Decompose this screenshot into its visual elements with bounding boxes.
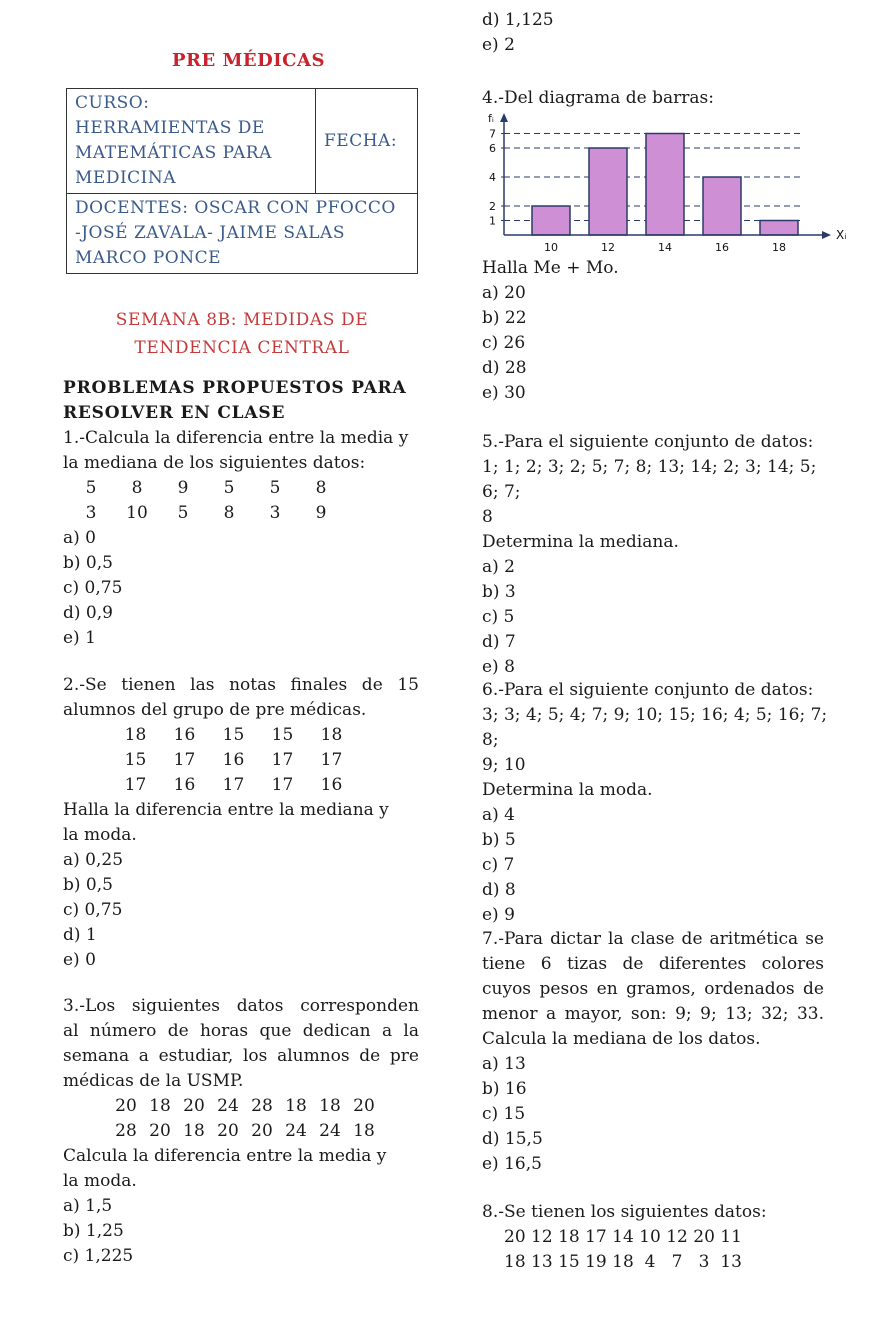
q3-data-row <box>109 1094 419 1119</box>
page-title: PRE MÉDICAS <box>172 50 325 71</box>
course-name-line: MEDICINA <box>75 168 177 188</box>
y-axis-arrow-icon <box>500 113 508 122</box>
data-value: 8 <box>315 478 327 498</box>
q4-question: Halla Me + Mo. <box>482 258 619 278</box>
q5-statement: 5.-Para el siguiente conjunto de datos: <box>482 432 814 452</box>
q2-statement: 2.-Se tienen las notas finales de 15 <box>63 675 419 695</box>
q3-statement: 3.-Los siguientes datos corresponden <box>63 996 419 1016</box>
answer-option: b) 22 <box>482 308 527 328</box>
section-title <box>63 376 423 426</box>
q2-data-row <box>111 773 419 798</box>
y-tick-label: 2 <box>489 200 496 213</box>
q7-statement: menor a mayor, son: 9; 9; 13; 32; 33. <box>482 1004 824 1024</box>
q6-question: Determina la moda. <box>482 780 653 800</box>
answer-option: b) 5 <box>482 830 516 850</box>
teachers-line: DOCENTES: OSCAR CON PFOCCO <box>75 198 396 218</box>
q3-data-row <box>109 1119 419 1144</box>
question-8 <box>482 1200 832 1275</box>
q2-question: Halla la diferencia entre la mediana y <box>63 800 389 820</box>
answer-option: d) 7 <box>482 632 516 652</box>
q3-statement: semana a estudiar, los alumnos de pre <box>63 1046 419 1066</box>
data-value: 28 <box>115 1121 137 1141</box>
data-value: 17 <box>173 750 196 770</box>
answer-option: e) 9 <box>482 905 515 925</box>
date-label: FECHA: <box>324 130 398 151</box>
x-tick-label: 14 <box>658 241 672 254</box>
q2-data-row <box>111 748 419 773</box>
data-value: 24 <box>217 1096 239 1116</box>
answer-option: c) 7 <box>482 855 515 875</box>
bar <box>703 177 741 235</box>
q3-question: la moda. <box>63 1171 137 1191</box>
data-value: 3 <box>85 503 97 523</box>
data-value: 17 <box>271 775 294 795</box>
data-value: 16 <box>173 775 196 795</box>
data-value: 18 <box>320 725 343 745</box>
data-value: 18 <box>319 1096 341 1116</box>
bar <box>760 221 798 236</box>
answer-option: a) 4 <box>482 805 515 825</box>
answer-option: b) 0,5 <box>63 553 113 573</box>
data-value: 20 <box>115 1096 137 1116</box>
data-value: 18 <box>124 725 147 745</box>
q3-options-continued <box>482 8 554 58</box>
data-value: 24 <box>285 1121 307 1141</box>
answer-option: d) 15,5 <box>482 1129 543 1149</box>
data-value: 18 <box>353 1121 375 1141</box>
q3-statement: médicas de la USMP. <box>63 1071 244 1091</box>
x-tick-label: 16 <box>715 241 729 254</box>
q5-statement: 8 <box>482 507 493 527</box>
answer-option: a) 0 <box>63 528 96 548</box>
q4-statement: 4.-Del diagrama de barras: <box>482 88 714 108</box>
data-value: 15 <box>124 750 147 770</box>
data-value: 15 <box>271 725 294 745</box>
q2-question: la moda. <box>63 825 137 845</box>
q7-statement: cuyos pesos en gramos, ordenados de <box>482 979 824 999</box>
q5-statement: 1; 1; 2; 3; 2; 5; 7; 8; 13; 14; 2; 3; 14; 5; 6; 7; <box>482 457 817 502</box>
q8-statement: 8.-Se tienen los siguientes datos: <box>482 1202 767 1222</box>
data-value: 17 <box>320 750 343 770</box>
data-value: 17 <box>222 775 245 795</box>
data-value: 16 <box>173 725 196 745</box>
q5-question: Determina la mediana. <box>482 532 679 552</box>
answer-option: d) 1,125 <box>482 10 554 30</box>
date-cell <box>316 89 418 194</box>
answer-option: b) 16 <box>482 1079 527 1099</box>
bar-chart <box>460 108 850 258</box>
q8-data-row: 18 13 15 19 18 4 7 3 13 <box>504 1252 742 1272</box>
answer-option: c) 0,75 <box>63 578 123 598</box>
data-value: 5 <box>177 503 189 523</box>
answer-option: c) 1,225 <box>63 1246 134 1266</box>
x-tick-label: 18 <box>772 241 786 254</box>
answer-option: e) 2 <box>482 35 515 55</box>
question-7 <box>482 927 824 1177</box>
course-info-table <box>66 88 418 274</box>
answer-option: c) 5 <box>482 607 515 627</box>
q3-question: Calcula la diferencia entre la media y <box>63 1146 387 1166</box>
q1-statement: 1.-Calcula la diferencia entre la media y <box>63 428 409 448</box>
q6-statement: 6.-Para el siguiente conjunto de datos: <box>482 680 814 700</box>
week-title <box>66 308 418 361</box>
teachers-line: MARCO PONCE <box>75 248 221 268</box>
data-value: 16 <box>320 775 343 795</box>
answer-option: a) 13 <box>482 1054 526 1074</box>
week-title-line: TENDENCIA CENTRAL <box>134 338 350 358</box>
answer-option: c) 15 <box>482 1104 526 1124</box>
q6-statement: 3; 3; 4; 5; 4; 7; 9; 10; 15; 16; 4; 5; 16; 7; 8; <box>482 705 828 750</box>
answer-option: e) 0 <box>63 950 96 970</box>
q6-statement: 9; 10 <box>482 755 526 775</box>
answer-option: a) 0,25 <box>63 850 124 870</box>
answer-option: e) 8 <box>482 657 515 677</box>
question-5 <box>482 430 832 680</box>
bar <box>646 134 684 236</box>
data-value: 3 <box>269 503 281 523</box>
data-value: 10 <box>126 503 148 523</box>
q1-statement: la mediana de los siguientes datos: <box>63 453 366 473</box>
y-tick-label: 7 <box>489 127 496 141</box>
q2-data-row <box>111 723 419 748</box>
question-4 <box>482 256 619 406</box>
data-value: 8 <box>131 478 143 498</box>
y-tick-label: 6 <box>489 142 496 155</box>
x-axis-arrow-icon <box>822 231 831 239</box>
answer-option: a) 20 <box>482 283 526 303</box>
x-tick-label: 12 <box>601 241 615 254</box>
answer-option: e) 16,5 <box>482 1154 542 1174</box>
data-value: 20 <box>217 1121 239 1141</box>
bar <box>589 148 627 235</box>
q1-data-row <box>68 501 423 526</box>
answer-option: d) 28 <box>482 358 527 378</box>
data-value: 20 <box>251 1121 273 1141</box>
data-value: 5 <box>269 478 281 498</box>
teachers-line: -JOSÉ ZAVALA- JAIME SALAS <box>75 223 345 243</box>
data-value: 8 <box>223 503 235 523</box>
q8-data-row: 20 12 18 17 14 10 12 20 11 <box>504 1227 742 1247</box>
question-2 <box>63 673 419 973</box>
x-tick-label: 10 <box>544 241 558 254</box>
data-value: 9 <box>315 503 327 523</box>
q7-statement: Calcula la mediana de los datos. <box>482 1029 761 1049</box>
data-value: 15 <box>222 725 245 745</box>
q3-statement: al número de horas que dedican a la <box>63 1021 419 1041</box>
question-6 <box>482 678 832 928</box>
data-value: 9 <box>177 478 189 498</box>
question-1 <box>63 426 423 651</box>
question-3 <box>63 994 419 1269</box>
week-title-line: SEMANA 8B: MEDIDAS DE <box>115 310 369 330</box>
y-axis-label: fᵢ <box>488 112 494 125</box>
section-title-line: RESOLVER EN CLASE <box>63 403 286 423</box>
data-value: 18 <box>285 1096 307 1116</box>
answer-option: e) 30 <box>482 383 526 403</box>
data-value: 17 <box>124 775 147 795</box>
q1-data-row <box>68 476 423 501</box>
teachers-cell <box>67 194 418 274</box>
data-value: 17 <box>271 750 294 770</box>
data-value: 20 <box>149 1121 171 1141</box>
answer-option: d) 1 <box>63 925 97 945</box>
q7-statement: tiene 6 tizas de diferentes colores <box>482 954 824 974</box>
course-name-line: MATEMÁTICAS PARA <box>75 143 272 163</box>
section-title-line: PROBLEMAS PROPUESTOS PARA <box>63 378 407 398</box>
answer-option: d) 8 <box>482 880 516 900</box>
x-axis-label: Xᵢ <box>836 228 847 242</box>
answer-option: c) 0,75 <box>63 900 123 920</box>
data-value: 24 <box>319 1121 341 1141</box>
data-value: 18 <box>149 1096 171 1116</box>
answer-option: c) 26 <box>482 333 526 353</box>
data-value: 5 <box>85 478 97 498</box>
answer-option: a) 2 <box>482 557 515 577</box>
answer-option: b) 3 <box>482 582 516 602</box>
data-value: 16 <box>222 750 245 770</box>
data-value: 5 <box>223 478 235 498</box>
answer-option: b) 0,5 <box>63 875 113 895</box>
y-tick-label: 1 <box>489 214 496 228</box>
answer-option: b) 1,25 <box>63 1221 124 1241</box>
answer-option: e) 1 <box>63 628 96 648</box>
q2-statement: alumnos del grupo de pre médicas. <box>63 700 367 720</box>
course-cell <box>67 89 316 194</box>
data-value: 28 <box>251 1096 273 1116</box>
q7-statement: 7.-Para dictar la clase de aritmética se <box>482 929 824 949</box>
answer-option: d) 0,9 <box>63 603 113 623</box>
data-value: 20 <box>353 1096 375 1116</box>
data-value: 18 <box>183 1121 205 1141</box>
answer-option: a) 1,5 <box>63 1196 113 1216</box>
y-tick-label: 4 <box>489 171 496 184</box>
course-label: CURSO: <box>75 93 150 113</box>
bar <box>532 206 570 235</box>
course-name-line: HERRAMIENTAS DE <box>75 118 265 138</box>
data-value: 20 <box>183 1096 205 1116</box>
